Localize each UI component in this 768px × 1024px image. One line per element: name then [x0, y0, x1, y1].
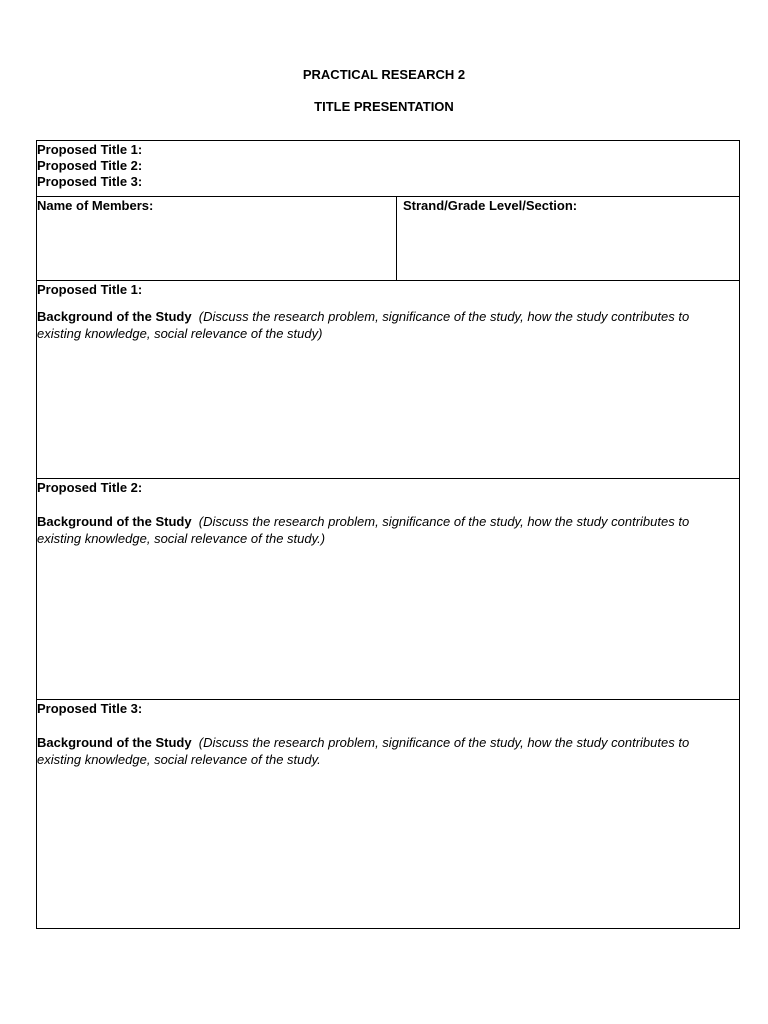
strand-grade-section-label: Strand/Grade Level/Section: [403, 198, 578, 213]
members-label: Name of Members: [37, 198, 154, 213]
background-of-study [37, 308, 739, 342]
document-title: TITLE PRESENTATION [314, 99, 454, 114]
proposed-title-2-section[interactable] [37, 479, 739, 700]
section-title-label: Proposed Title 1: [37, 282, 143, 297]
title-presentation-form [36, 140, 740, 929]
background-label: Background of the Study [37, 735, 192, 750]
background-of-study [37, 734, 739, 768]
proposed-title-3-section[interactable] [37, 700, 739, 928]
proposed-title-1-field[interactable]: Proposed Title 1: [37, 142, 143, 157]
background-of-study [37, 513, 739, 547]
background-instruction: (Discuss the research problem, significance of the study, how the study contributes to existing knowledge, social relevance of the study) [37, 309, 690, 341]
background-instruction: (Discuss the research problem, significance of the study, how the study contributes to existing knowledge, social relevance of the study. [37, 735, 690, 767]
strand-grade-section-cell[interactable] [403, 197, 733, 281]
proposed-title-1-section[interactable] [37, 281, 739, 479]
proposed-titles-row [37, 141, 739, 197]
section-title-label: Proposed Title 3: [37, 701, 143, 716]
section-title-label: Proposed Title 2: [37, 480, 143, 495]
members-cell[interactable] [37, 197, 397, 280]
document-subject: PRACTICAL RESEARCH 2 [302, 67, 466, 82]
proposed-title-3-field[interactable]: Proposed Title 3: [37, 174, 143, 189]
background-label: Background of the Study [37, 309, 192, 324]
members-row [37, 197, 739, 281]
background-label: Background of the Study [37, 514, 192, 529]
proposed-title-2-field[interactable]: Proposed Title 2: [37, 158, 143, 173]
background-instruction: (Discuss the research problem, significance of the study, how the study contributes to existing knowledge, social relevance of the study.) [37, 514, 690, 546]
